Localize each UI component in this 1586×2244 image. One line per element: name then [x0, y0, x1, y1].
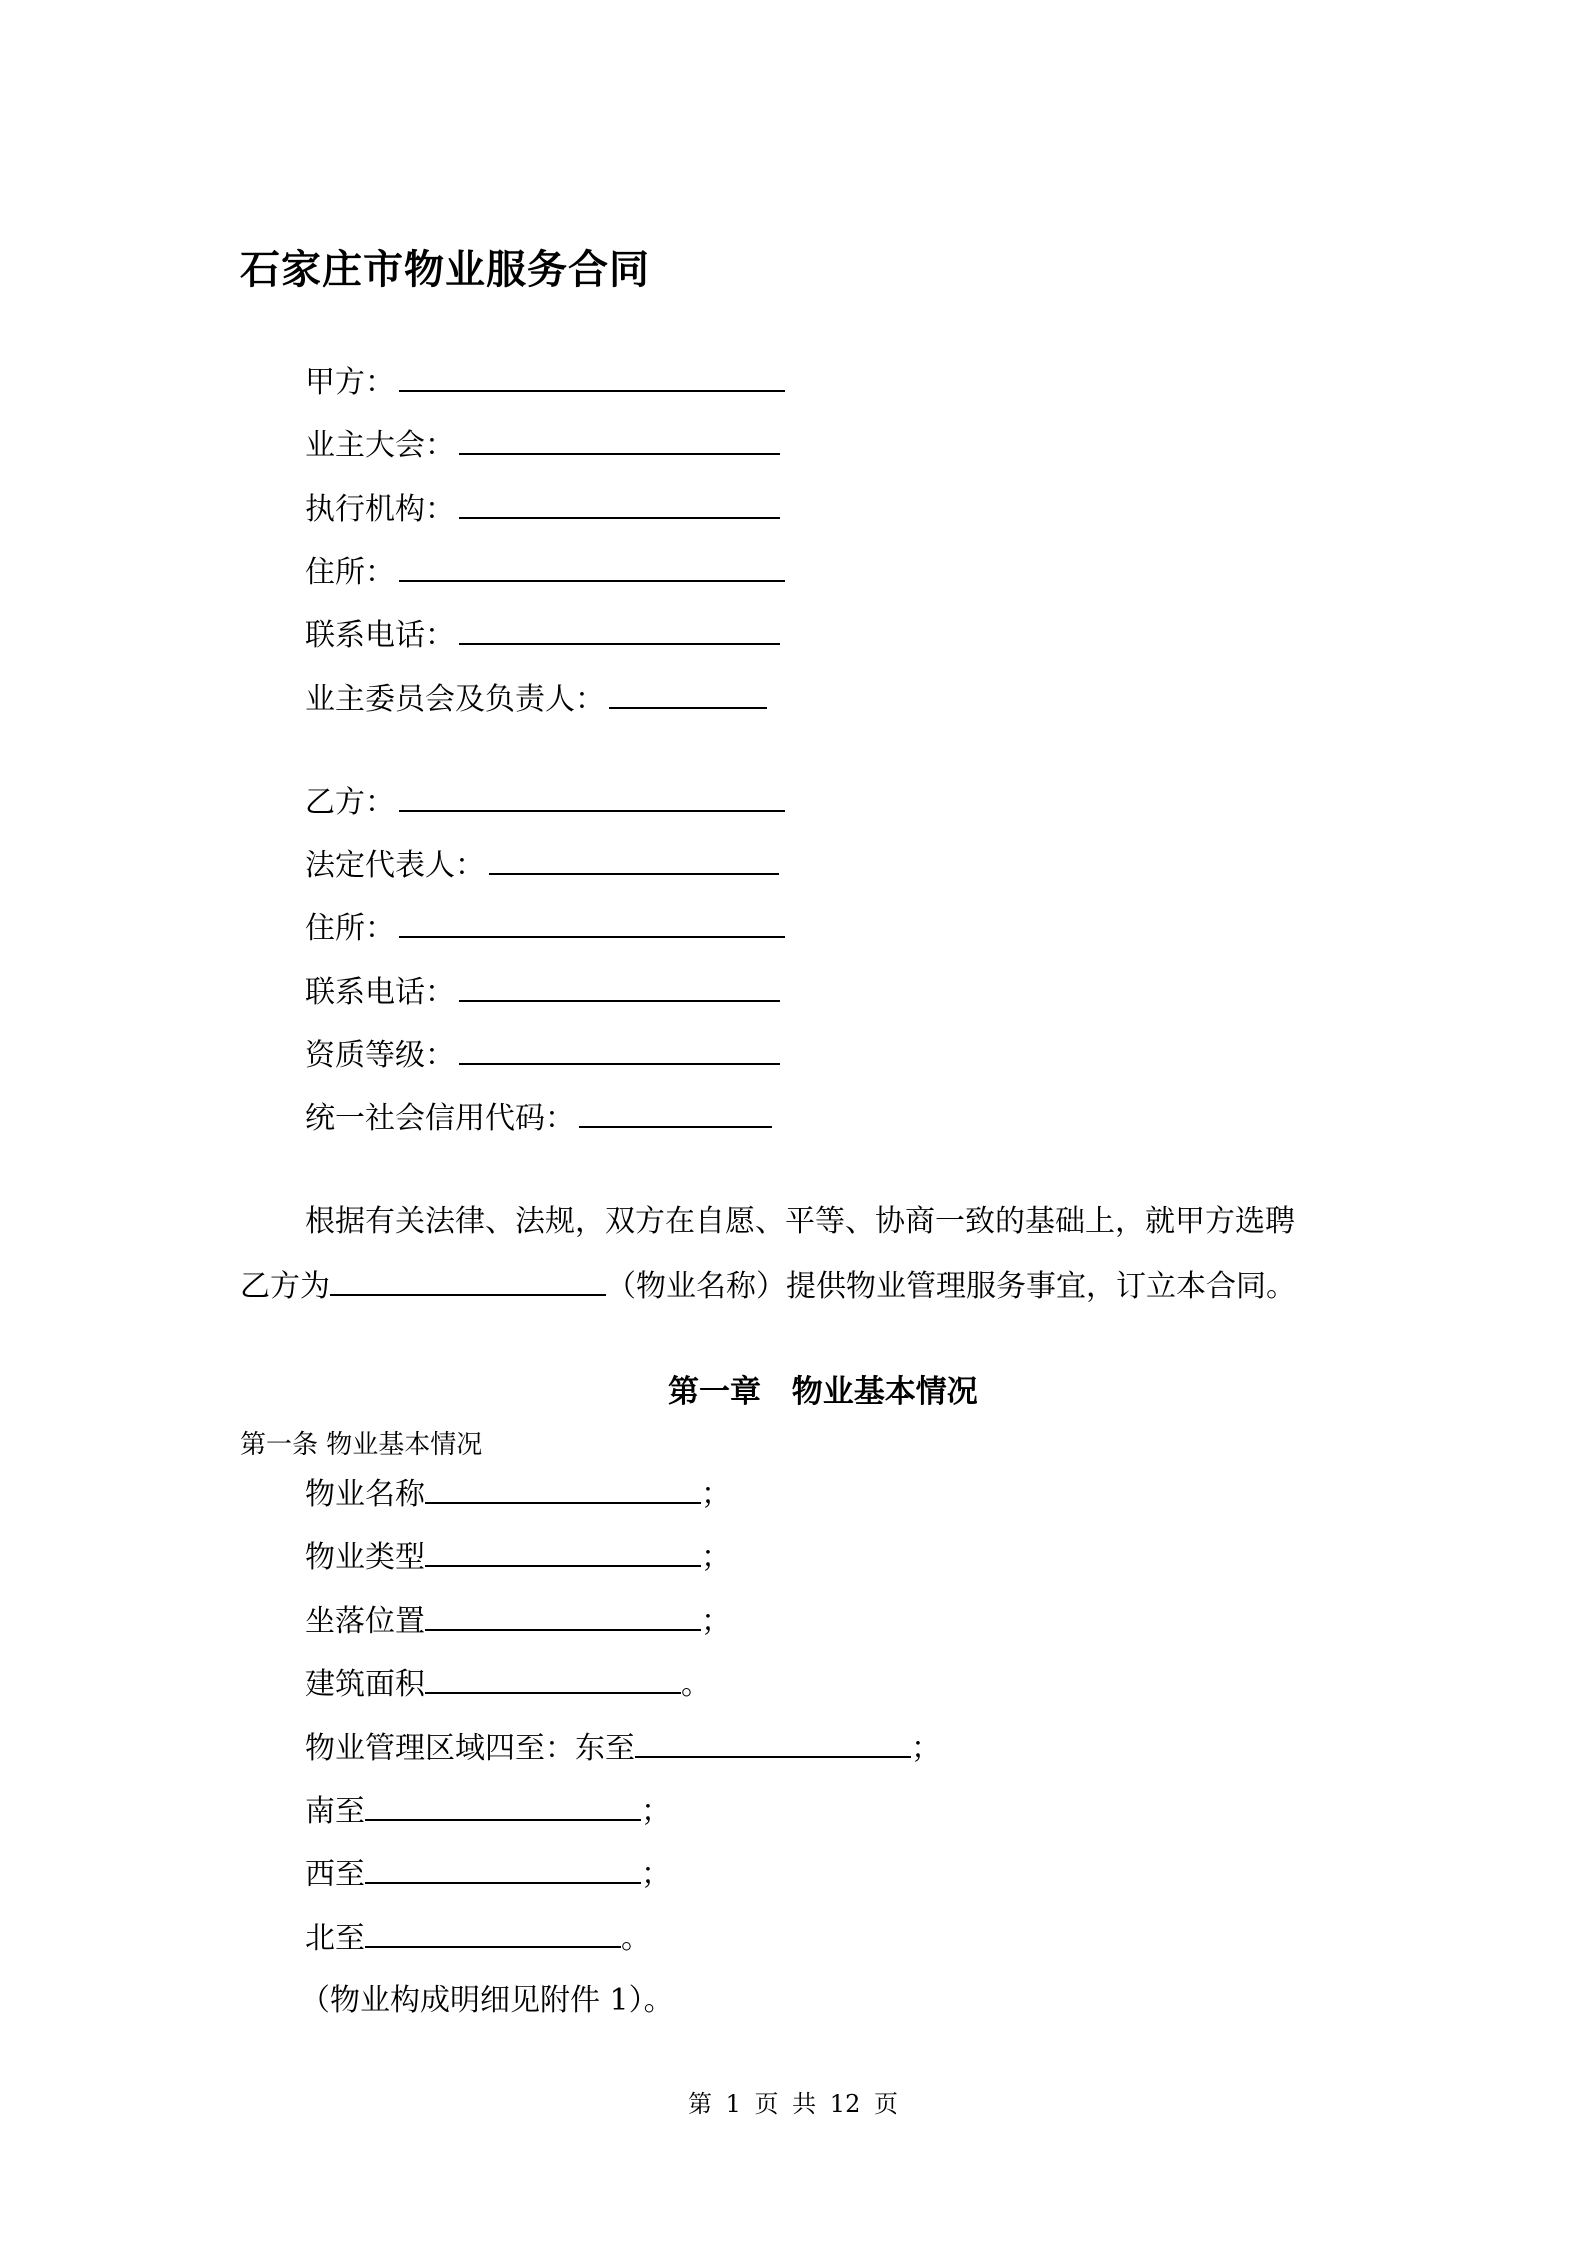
intro-line-2-end: （物业名称）提供物业管理服务事宜，订立本合同。 [606, 1269, 1296, 1304]
east-boundary-field[interactable] [635, 1728, 911, 1758]
semicolon: ； [701, 1604, 731, 1639]
intro-line-2-start: 乙方为 [240, 1269, 330, 1304]
period: 。 [681, 1667, 711, 1702]
semicolon: ； [641, 1794, 671, 1829]
committee-line [305, 679, 767, 719]
party-b-blank[interactable] [399, 782, 785, 812]
legal-rep-label: 法定代表人： [305, 848, 485, 883]
owners-assembly-line [305, 425, 780, 465]
committee-blank[interactable] [609, 679, 767, 709]
south-label: 南至 [305, 1794, 365, 1829]
chapter-heading: 第一章 物业基本情况 [668, 1374, 978, 1410]
floor-area-line [305, 1664, 711, 1704]
party-b-address-label: 住所： [305, 911, 395, 946]
party-a-address-line [305, 552, 785, 592]
party-a-blank[interactable] [399, 362, 785, 392]
intro-line-2 [240, 1266, 1296, 1307]
semicolon: ； [701, 1477, 731, 1512]
floor-area-field[interactable] [425, 1664, 681, 1694]
article-heading: 第一条 物业基本情况 [240, 1430, 483, 1460]
south-line [305, 1791, 671, 1831]
credit-code-blank[interactable] [579, 1098, 772, 1128]
semicolon: ； [911, 1731, 941, 1766]
party-b-address-blank[interactable] [399, 908, 785, 938]
party-a-address-label: 住所： [305, 555, 395, 590]
party-b-phone-label: 联系电话： [305, 975, 455, 1010]
north-line [305, 1918, 651, 1958]
property-name-label: 物业名称 [305, 1477, 425, 1512]
west-label: 西至 [305, 1857, 365, 1892]
floor-area-label: 建筑面积 [305, 1667, 425, 1702]
legal-rep-line [305, 845, 779, 885]
boundaries-label: 物业管理区域四至：东至 [305, 1731, 635, 1766]
semicolon: ； [641, 1857, 671, 1892]
committee-label: 业主委员会及负责人： [305, 682, 605, 717]
party-b-phone-blank[interactable] [459, 972, 780, 1002]
party-a-phone-label: 联系电话： [305, 618, 455, 653]
property-name-field[interactable] [425, 1474, 701, 1504]
location-line [305, 1601, 731, 1641]
intro-line-1: 根据有关法律、法规，双方在自愿、平等、协商一致的基础上，就甲方选聘 [305, 1204, 1295, 1239]
south-boundary-field[interactable] [365, 1791, 641, 1821]
credit-code-label: 统一社会信用代码： [305, 1101, 575, 1136]
credit-code-line [305, 1098, 772, 1138]
party-a-label: 甲方： [305, 365, 395, 400]
west-line [305, 1854, 671, 1894]
owners-assembly-blank[interactable] [459, 425, 780, 455]
qualification-label: 资质等级： [305, 1038, 455, 1073]
executive-body-label: 执行机构： [305, 492, 455, 527]
party-b-address-line [305, 908, 785, 948]
page-footer: 第 1 页 共 12 页 [688, 2090, 898, 2118]
property-type-line [305, 1537, 731, 1577]
property-type-field[interactable] [425, 1537, 701, 1567]
party-b-label: 乙方： [305, 785, 395, 820]
location-field[interactable] [425, 1601, 701, 1631]
property-name-line [305, 1474, 731, 1514]
party-b-phone-line [305, 972, 780, 1012]
location-label: 坐落位置 [305, 1604, 425, 1639]
north-label: 北至 [305, 1921, 365, 1956]
party-a-phone-blank[interactable] [459, 615, 780, 645]
property-name-blank[interactable] [330, 1266, 606, 1296]
party-a-address-blank[interactable] [399, 552, 785, 582]
period: 。 [621, 1921, 651, 1956]
property-type-label: 物业类型 [305, 1540, 425, 1575]
boundaries-line [305, 1728, 941, 1768]
party-a-line [305, 362, 785, 402]
owners-assembly-label: 业主大会： [305, 428, 455, 463]
legal-rep-blank[interactable] [489, 845, 779, 875]
executive-body-line [305, 489, 780, 529]
semicolon: ； [701, 1540, 731, 1575]
west-boundary-field[interactable] [365, 1854, 641, 1884]
document-title: 石家庄市物业服务合同 [240, 247, 650, 293]
annex-note: （物业构成明细见附件 1）。 [300, 1983, 674, 2018]
north-boundary-field[interactable] [365, 1918, 621, 1948]
party-b-line [305, 782, 785, 822]
executive-body-blank[interactable] [459, 489, 780, 519]
qualification-blank[interactable] [459, 1035, 780, 1065]
party-a-phone-line [305, 615, 780, 655]
qualification-line [305, 1035, 780, 1075]
